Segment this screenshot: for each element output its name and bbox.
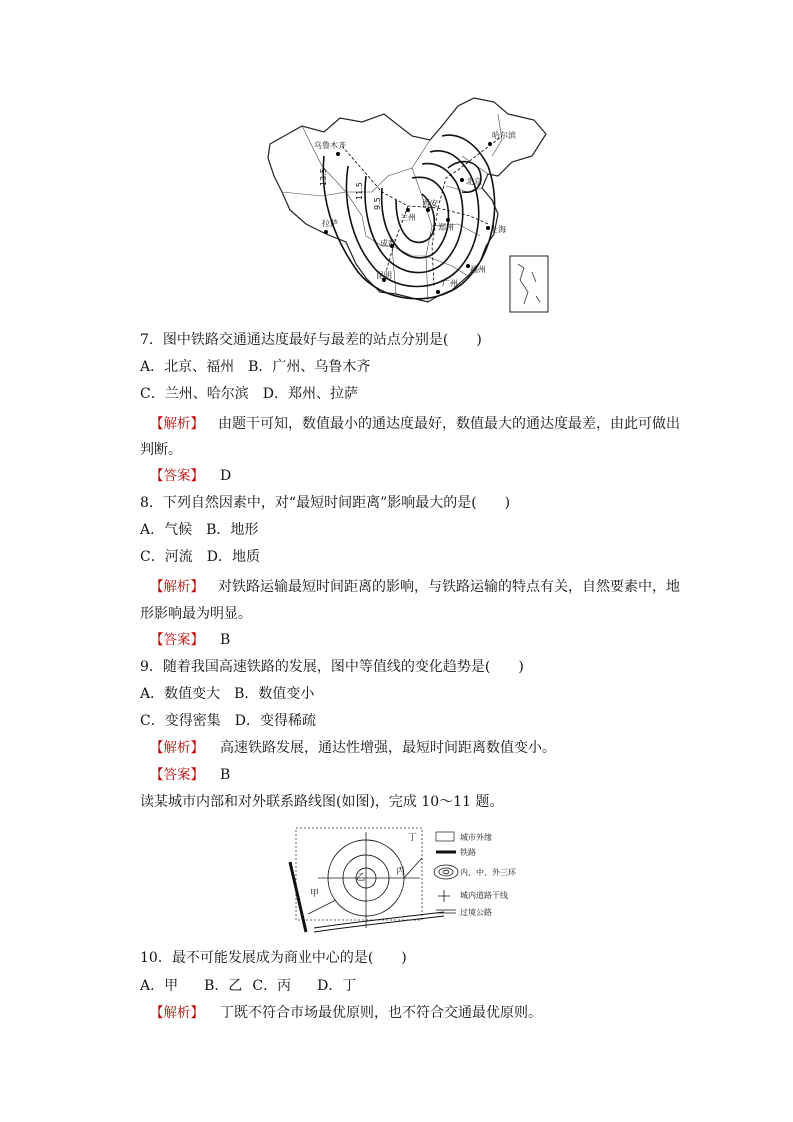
city-route-diagram (284, 824, 528, 936)
option-a[interactable]: A．气候 (140, 522, 193, 538)
label-bing: 丙 (396, 867, 406, 877)
label-yi: 乙 (356, 873, 366, 883)
answer-value: D (220, 468, 232, 484)
question-10-options (140, 976, 356, 996)
questions-10-11-intro: 读某城市内部和对外联系路线图(如图)，完成 10～11 题。 (140, 794, 504, 810)
railway (290, 862, 306, 932)
label-zhengzhou: 郑州 (438, 223, 454, 232)
label-shanghai: 上海 (490, 225, 506, 234)
question-10-analysis (150, 1003, 542, 1023)
option-a[interactable]: A．数值变大 (140, 686, 221, 702)
analysis-text: 由题干可知，数值最小的通达度最好，数值最大的通达度最差，由此可做出判断。 (140, 416, 680, 458)
question-8-answer (150, 630, 230, 650)
option-c[interactable]: C．河流 (140, 549, 193, 565)
label-lanzhou: 兰州 (400, 213, 416, 222)
label-urumqi: 乌鲁木齐 (314, 141, 346, 150)
question-9-options-row1 (140, 684, 314, 704)
question-7-options-row2 (140, 384, 358, 404)
label-jia: 甲 (310, 889, 320, 899)
option-b[interactable]: B．地形 (206, 522, 259, 538)
question-8-options-row1 (140, 520, 258, 540)
question-9-analysis (150, 738, 556, 758)
question-8-options-row2 (140, 547, 260, 567)
transit-highway (314, 912, 444, 928)
analysis-text: 高速铁路发展，通达性增强，最短时间距离数值变小。 (220, 740, 556, 756)
label-beijing: 北京 (466, 177, 482, 186)
answer-value: B (220, 632, 231, 648)
analysis-text: 丁既不符合市场最优原则，也不符合交通最优原则。 (220, 1005, 542, 1021)
legend-three-rings: 内、中、外三环 (460, 868, 516, 877)
china-railway-isoline-map (262, 96, 558, 318)
analysis-tag: 【解析】 (150, 416, 204, 432)
answer-tag: 【答案】 (150, 767, 204, 783)
question-7-answer (150, 466, 231, 486)
legend-city-edge: 城市外缘 (460, 833, 492, 842)
isoline-value: 13.5 (319, 168, 328, 186)
label-fuzhou: 福州 (470, 265, 486, 274)
question-9-options-row2 (140, 711, 316, 731)
question-10-stem: 10．最不可能发展成为商业中心的是( ) (140, 950, 407, 966)
option-c[interactable]: C．变得密集 (140, 713, 221, 729)
analysis-tag: 【解析】 (150, 1005, 204, 1021)
answer-tag: 【答案】 (150, 468, 204, 484)
option-d[interactable]: D．变得稀疏 (234, 713, 316, 729)
label-guangzhou: 广州 (442, 279, 458, 288)
question-8-stem: 8．下列自然因素中，对“最短时间距离”影响最大的是( ) (140, 495, 511, 511)
option-d[interactable]: D．地质 (206, 549, 260, 565)
analysis-tag: 【解析】 (150, 740, 204, 756)
answer-value: B (220, 767, 231, 783)
option-b[interactable]: B．乙 (204, 978, 243, 994)
question-7-options-row1 (140, 357, 370, 377)
option-c[interactable]: C．兰州、哈尔滨 (140, 386, 249, 402)
legend-transit-highway: 过境公路 (460, 908, 492, 917)
option-d[interactable]: D．郑州、拉萨 (262, 386, 358, 402)
option-b[interactable]: B．广州、乌鲁木齐 (248, 359, 371, 375)
label-kunming: 昆明 (376, 271, 392, 280)
answer-tag: 【答案】 (150, 632, 204, 648)
question-9-stem: 9．随着我国高速铁路的发展，图中等值线的变化趋势是( ) (140, 659, 524, 675)
analysis-tag: 【解析】 (150, 579, 204, 595)
analysis-text: 对铁路运输最短时间距离的影响，与铁路运输的特点有关，自然要素中，地形影响最为明显。 (140, 579, 680, 622)
question-7-analysis (140, 411, 685, 463)
legend-railway: 铁路 (460, 848, 476, 857)
isoline-value: 9.5 (373, 197, 382, 210)
label-lhasa: 拉萨 (322, 219, 338, 228)
legend-trunk-road: 城内道路干线 (460, 891, 508, 900)
question-8-analysis (140, 574, 685, 628)
option-b[interactable]: B．数值变小 (234, 686, 315, 702)
isoline-value: 11.5 (355, 182, 364, 200)
south-china-sea-inset (510, 256, 548, 312)
option-d[interactable]: D．丁 (317, 978, 357, 994)
option-a[interactable]: A．甲 (140, 978, 179, 994)
label-chengdu: 成都 (380, 239, 396, 248)
label-ding: 丁 (408, 833, 418, 843)
option-c[interactable]: C．丙 (252, 978, 292, 994)
option-a[interactable]: A．北京、福州 (140, 359, 235, 375)
question-7-stem: 7．图中铁路交通通达度最好与最差的站点分别是( ) (140, 332, 482, 348)
label-xian: 西安 (422, 199, 438, 208)
question-9-answer (150, 765, 230, 785)
label-harbin: 哈尔滨 (492, 131, 516, 140)
